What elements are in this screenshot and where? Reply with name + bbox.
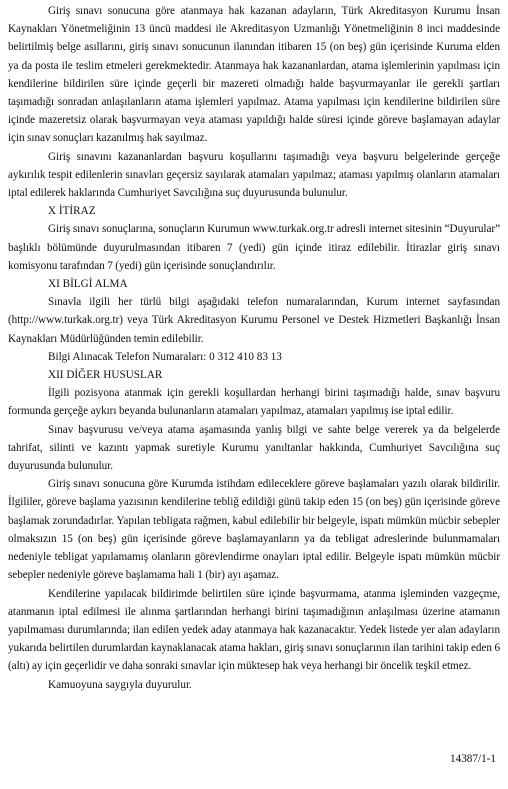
- paragraph-false-declaration: İlgili pozisyona atanmak için gerekli koşullardan herhangi birini taşımadığı halde, sınav başvuru formunda gerçeğe aykırı beyanda bulunanların atamaları yapılmaz, atamaları yapılmış ise iptal edilir.: [8, 387, 500, 418]
- announcement-document: [8, 2, 500, 694]
- section-heading-other-matters: XII DİĞER HUSUSLAR: [48, 369, 163, 382]
- section-heading-objection: X İTİRAZ: [48, 205, 96, 218]
- paragraph-appointment-documents: Giriş sınavı sonucuna göre atanmaya hak kazanan adayların, Türk Akreditasyon Kurumu İnsan Kaynakları Yönetmeliğinin 13 üncü maddesi ile Akreditasyon Uzmanlığı Yönetmeliğinin 8 inci maddesinde belirtilmiş belge asıllarını, giriş sınavı sonucunun ilanından itibaren 15 (on beş) gün içerisinde Kuruma elden ya da posta ile teslim etmeleri gerekmektedir. Atanmaya hak kazananlardan, atama işlemlerinin yapılması için kendilerine bildirilen süre içinde geçerli bir mazereti olmadığı halde başvurmayanlar ile gerekli şartları taşımadığı sonradan anlaşılanların atama işlemleri yapılmaz. Atama yapılması için kendilerine bildirilen süre içinde mazeretsiz olarak başvurmayan veya ataması yapıldığı halde süresi içinde göreve başlamayan adaylar için sınav sonuçları kazanılmış hak sayılmaz.: [8, 5, 500, 145]
- closing-line: Kamuoyuna saygıyla duyurulur.: [48, 678, 192, 691]
- reference-number: 14387/1-1: [450, 753, 496, 765]
- section-heading-information: XI BİLGİ ALMA: [48, 278, 128, 291]
- paragraph-invalid-applications: Giriş sınavını kazananlardan başvuru koşullarını taşımadığı veya başvuru belgelerinde gerçeğe aykırılık tespit edilenlerin sınavları geçersiz sayılarak atamaları yapılmaz; ataması yapılmış olanların atamaları iptal edilerek haklarında Cumhuriyet Savcılığına suç duyurusunda bulunulur.: [8, 150, 500, 200]
- paragraph-objection: Giriş sınavı sonuçlarına, sonuçların Kurumun www.turkak.org.tr adresli internet sitesinin “Duyurular” başlıklı bölümünde duyurulmasından itibaren 7 (yedi) gün içinde itiraz edilebilir. İtirazlar giriş sınavı komisyonu tarafından 7 (yedi) gün içerisinde sonuçlandırılır.: [8, 223, 500, 272]
- paragraph-information: Sınavla ilgili her türlü bilgi aşağıdaki telefon numaralarından, Kurum internet sayfasından (http://www.turkak.org.tr) veya Türk Akreditasyon Kurumu Personel ve Destek Hizmetleri Başkanlığı İnsan Kaynakları Müdürlüğünden temin edilebilir.: [8, 296, 500, 345]
- paragraph-reserve-candidates: Kendilerine yapılacak bildirimde belirtilen süre içinde başvurmama, atanma işleminden vazgeçme, atanmanın iptal edilmesi ile alınma şartlarından herhangi birini taşımadığının anlaşılması üzerine atamanın yapılmaması durumlarında; ilan edilen yedek aday atanmaya hak kazanacaktır. Yedek listede yer alan adayların yukarıda belirtilen durumlardan kaynaklanacak atama hakları, giriş sınavı sonuçlarının ilan tarihini takip eden 6 (altı) ay için geçerlidir ve daha sonraki sınavlar için müktesep hak veya herhangi bir öncelik teşkil etmez.: [8, 587, 500, 673]
- paragraph-start-of-duty: Giriş sınavı sonucuna göre Kurumda istihdam edileceklere göreve başlamaları yazılı olarak bildirilir. İlgililer, göreve başlama yazısının kendilerine tebliğ edildiği günü takip eden 15 (on beş) gün içerisinde göreve başlamak zorundadırlar. Yapılan tebligata rağmen, kabul edilebilir bir belgeyle, ispatı mümkün mücbir sebepler olmaksızın 15 (on beş) gün içerisinde göreve başlamayanların ya da tebligat adreslerinde bulunmamaları nedeniyle tebligat yapılamamış olanların görevlendirme onayları iptal edilir. Belgeyle ispatı mümkün mücbir sebepler nedeniyle göreve başlamama hali 1 (bir) ayı aşamaz.: [8, 478, 500, 582]
- contact-phone-line: Bilgi Alınacak Telefon Numaraları: 0 312 410 83 13: [48, 350, 282, 363]
- paragraph-fake-documents: Sınav başvurusu ve/veya atama aşamasında yanlış bilgi ve sahte belge vererek ya da belgelerde tahrifat, silinti ve kazıntı yapmak suretiyle Kurumu yanıltanlar hakkında, Cumhuriyet Savcılığına suç duyurusunda bulunulur.: [8, 423, 500, 473]
